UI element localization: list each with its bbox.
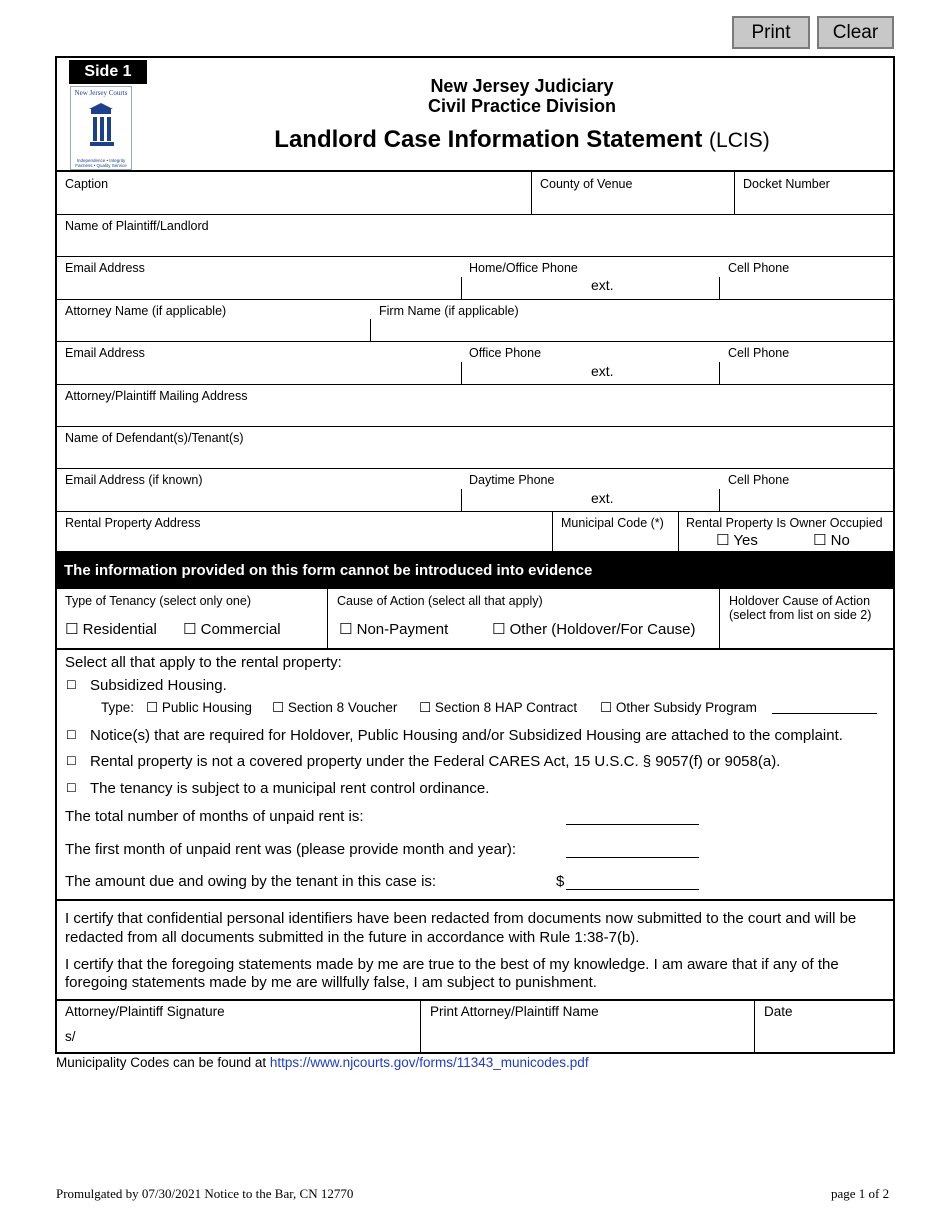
plaintiff-email-field[interactable]: Email Address <box>65 261 145 275</box>
property-intro: Select all that apply to the rental property: <box>65 654 342 671</box>
side-label: Side 1 <box>69 60 147 84</box>
commercial-checkbox[interactable]: ☐ Commercial <box>183 621 281 638</box>
defendant-daytime-phone-field[interactable]: Daytime Phone ext. <box>469 473 614 506</box>
municipal-code-field[interactable]: Municipal Code (*) <box>552 512 678 551</box>
subsidy-type-label: Type: <box>101 700 135 715</box>
defendant-email-field[interactable]: Email Address (if known) <box>65 473 203 487</box>
amount-due-input[interactable] <box>566 889 699 890</box>
certify-truth-line2: foregoing statements made by me are willfully false, I am subject to punishment. <box>65 974 597 991</box>
rental-address-field[interactable]: Rental Property Address <box>65 516 201 530</box>
certify-redaction-line2: redacted from all documents submitted in the future in accordance with Rule 1:38-7(b). <box>65 929 640 946</box>
tenancy-type-group: Type of Tenancy (select only one) ☐ Residential ☐ Commercial <box>65 594 281 638</box>
defendant-contact-row <box>57 469 893 512</box>
notices-label: Notice(s) that are required for Holdover, Public Housing and/or Subsidized Housing are attached to the complaint. <box>90 727 843 744</box>
rental-property-row <box>57 512 893 551</box>
attorney-name-field[interactable]: Attorney Name (if applicable) <box>65 304 227 318</box>
promulgated-note: Promulgated by 07/30/2021 Notice to the Bar, CN 12770 <box>56 1186 354 1201</box>
clear-button[interactable]: Clear <box>817 16 894 49</box>
rent-control-label: The tenancy is subject to a municipal rent control ordinance. <box>90 780 490 797</box>
attorney-cell-field[interactable]: Cell Phone <box>728 346 790 360</box>
attorney-office-phone-field[interactable]: Office Phone ext. <box>469 346 614 379</box>
section-8-hap-checkbox[interactable]: ☐ Section 8 HAP Contract <box>419 700 578 715</box>
other-subsidy-input[interactable] <box>772 713 877 714</box>
unpaid-months-label: The total number of months of unpaid rent is: <box>65 808 364 825</box>
first-unpaid-month-input[interactable] <box>566 857 699 858</box>
certify-redaction-line1: I certify that confidential personal identifiers have been redacted from documents now submitted to the court and will be <box>65 910 857 927</box>
subsidized-label: Subsidized Housing. <box>90 677 227 694</box>
section-8-voucher-checkbox[interactable]: ☐ Section 8 Voucher <box>272 700 398 715</box>
attorney-contact-row <box>57 342 893 385</box>
municipality-codes-note: Municipality Codes can be found at https://www.njcourts.gov/forms/11343_municodes.pdf <box>56 1055 589 1070</box>
cause-of-action-group: Cause of Action (select all that apply) ☐ Non-Payment ☐ Other (Holdover/For Cause) <box>327 589 719 648</box>
attorney-row <box>57 300 893 342</box>
other-subsidy-checkbox[interactable]: ☐ Other Subsidy Program <box>600 700 757 715</box>
judiciary-heading: New Jersey Judiciary <box>430 76 614 96</box>
subsidized-checkbox[interactable]: ☐ <box>66 678 77 692</box>
plaintiff-contact-row <box>57 257 893 300</box>
non-payment-checkbox[interactable]: ☐ Non-Payment <box>339 621 449 638</box>
residential-checkbox[interactable]: ☐ Residential <box>65 621 157 638</box>
attorney-email-field[interactable]: Email Address <box>65 346 145 360</box>
date-field[interactable]: Date <box>754 1001 893 1052</box>
page-number: page 1 of 2 <box>831 1186 890 1201</box>
defendant-cell-field[interactable]: Cell Phone <box>728 473 790 487</box>
holdover-cause-field[interactable]: Holdover Cause of Action (select from list on side 2) <box>719 589 893 648</box>
lcis-form <box>55 56 895 1054</box>
evidence-notice-banner: The information provided on this form cannot be introduced into evidence <box>57 551 893 589</box>
defendant-name-field[interactable]: Name of Defendant(s)/Tenant(s) <box>57 427 893 469</box>
mailing-address-field[interactable]: Attorney/Plaintiff Mailing Address <box>57 385 893 427</box>
county-field[interactable]: County of Venue <box>531 172 734 214</box>
owner-occupied-yes-checkbox[interactable]: ☐ Yes <box>716 532 758 549</box>
division-heading: Civil Practice Division <box>427 96 617 116</box>
certify-truth-line1: I certify that the foregoing statements made by me are true to the best of my knowledge. I am aware that if any of the <box>65 956 839 973</box>
other-holdover-checkbox[interactable]: ☐ Other (Holdover/For Cause) <box>492 621 696 638</box>
dollar-sign: $ <box>556 873 565 890</box>
firm-name-field[interactable]: Firm Name (if applicable) <box>379 304 519 318</box>
amount-due-label: The amount due and owing by the tenant in this case is: <box>65 873 437 890</box>
municipality-codes-link[interactable]: https://www.njcourts.gov/forms/11343_municodes.pdf <box>269 1055 589 1070</box>
public-housing-checkbox[interactable]: ☐ Public Housing <box>146 700 252 715</box>
form-title: Landlord Case Information Statement (LCIS) <box>274 126 770 153</box>
docket-field[interactable]: Docket Number <box>734 172 893 214</box>
plaintiff-home-phone-field[interactable]: Home/Office Phone ext. <box>469 261 614 293</box>
first-unpaid-month-label: The first month of unpaid rent was (please provide month and year): <box>65 841 517 858</box>
signature-row <box>57 999 893 1052</box>
tenancy-cause-row <box>57 589 893 650</box>
unpaid-months-input[interactable] <box>566 824 699 825</box>
form-header <box>57 58 893 172</box>
caption-field[interactable]: Caption <box>65 177 109 191</box>
print-button[interactable]: Print <box>732 16 810 49</box>
signature-field[interactable]: Attorney/Plaintiff Signature s/ <box>65 1004 225 1044</box>
cares-act-checkbox[interactable]: ☐ <box>66 754 77 768</box>
caption-row <box>57 172 893 215</box>
plaintiff-cell-field[interactable]: Cell Phone <box>728 261 790 275</box>
plaintiff-name-field[interactable]: Name of Plaintiff/Landlord <box>57 215 893 257</box>
print-name-field[interactable]: Print Attorney/Plaintiff Name <box>420 1001 754 1052</box>
notices-checkbox[interactable]: ☐ <box>66 728 77 742</box>
rent-control-checkbox[interactable]: ☐ <box>66 781 77 795</box>
cares-act-label: Rental property is not a covered property under the Federal CARES Act, 15 U.S.C. § 9057(f) or 9058(a). <box>90 753 781 770</box>
owner-occupied-field: Rental Property Is Owner Occupied ☐ Yes ☐ No <box>678 512 893 551</box>
owner-occupied-no-checkbox[interactable]: ☐ No <box>813 532 850 549</box>
nj-courts-logo: New Jersey Courts Independence • Integrity Fairness • Quality Service <box>70 86 132 170</box>
